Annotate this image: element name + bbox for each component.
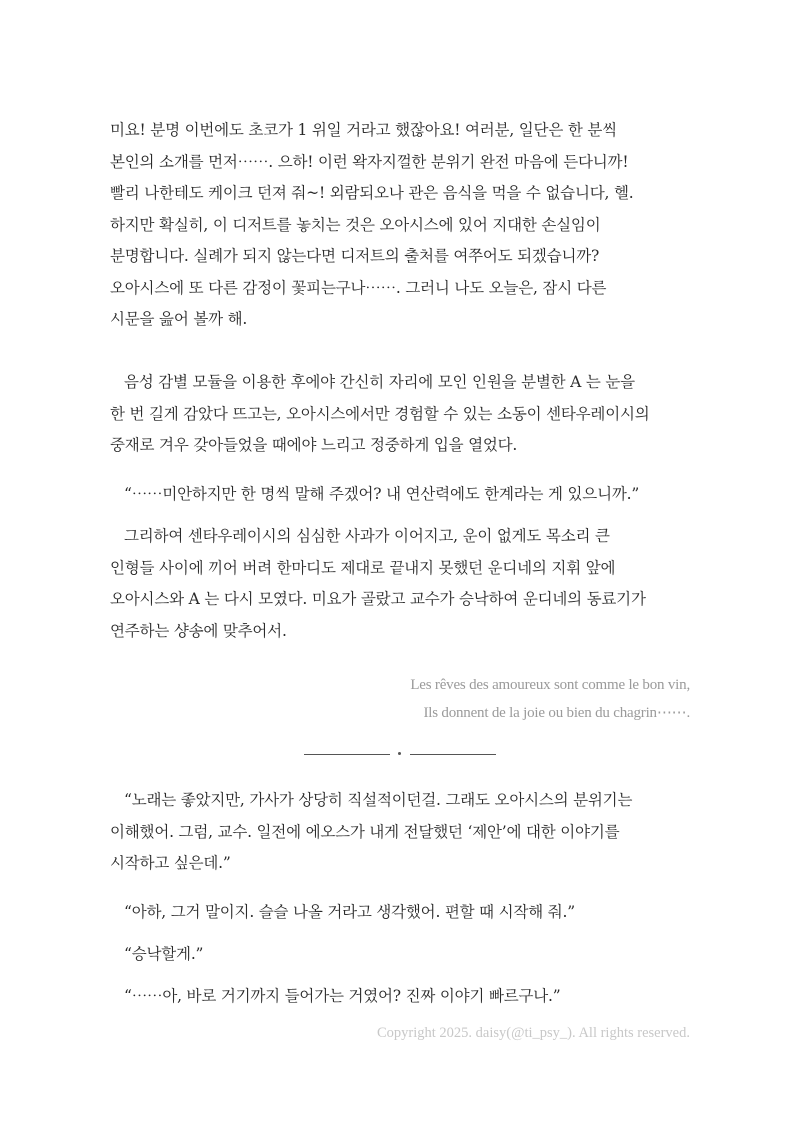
text-line: 시문을 읊어 볼까 해. [110, 310, 248, 328]
text-line: 오아시스와 A 는 다시 모였다. 미요가 골랐고 교수가 승낙하여 운디네의 동료기가 [110, 590, 646, 608]
paragraph-narration-1 [110, 367, 710, 462]
paragraph-chatter [110, 115, 710, 336]
text-line: “아하, 그거 말이지. 슬슬 나올 거라고 생각했어. 편할 때 시작해 줘.” [124, 903, 575, 921]
text-line: 오아시스에 또 다른 감정이 꽃피는구나⋯⋯. 그러니 나도 오늘은, 잠시 다른 [110, 278, 607, 297]
paragraph-dialogue [110, 785, 710, 880]
divider-rule-right [410, 754, 496, 755]
dialogue-quote [110, 981, 710, 1013]
text-line: 그리하여 센타우레이시의 심심한 사과가 이어지고, 운이 없게도 목소리 큰 [124, 527, 610, 545]
text-line: 한 번 길게 감았다 뜨고는, 오아시스에서만 경험할 수 있는 소동이 센타우레이시의 [110, 404, 650, 423]
paragraph-narration-2 [110, 521, 710, 647]
text-line: 빨리 나한테도 케이크 던져 줘~! 외람되오나 관은 음식을 먹을 수 없습니다, 헬. [110, 184, 634, 202]
text-line: 본인의 소개를 먼저⋯⋯. 으하! 이런 왁자지껄한 분위기 완전 마음에 든다니까! [110, 152, 629, 171]
song-verse [410, 671, 690, 727]
text-line: 연주하는 샹송에 맞추어서. [110, 621, 287, 640]
text-line: “⋯⋯아, 바로 거기까지 들어가는 거였어? 진짜 이야기 빠르구나.” [124, 987, 561, 1005]
text-line: “⋯⋯미안하지만 한 명씩 말해 주겠어? 내 연산력에도 한계라는 게 있으니까.” [124, 485, 640, 503]
text-line: 음성 감별 모듈을 이용한 후에야 간신히 자리에 모인 인원을 분별한 A 는 눈을 [124, 373, 635, 391]
text-line: 이해했어. 그럼, 교수. 일전에 에오스가 내게 전달했던 ‘제안’에 대한 이야기를 [110, 822, 620, 841]
verse-line: Les rêves des amoureux sont comme le bon vin, [410, 677, 690, 693]
text-line: 시작하고 싶은데.” [110, 854, 231, 872]
text-line: 중재로 겨우 갖아들었을 때에야 느리고 정중하게 입을 열었다. [110, 436, 518, 454]
section-divider [304, 748, 496, 762]
dialogue-quote [110, 897, 710, 929]
text-line: 미요! 분명 이번에도 초코가 1 위일 거라고 했잖아요! 여러분, 일단은 한 분씩 [110, 121, 617, 139]
text-line: 하지만 확실히, 이 디저트를 놓치는 것은 오아시스에 있어 지대한 손실임이 [110, 215, 601, 234]
copyright-footer: Copyright 2025. daisy(@ti_psy_). All rights reserved. [377, 1025, 690, 1041]
text-line: 인형들 사이에 끼어 버려 한마디도 제대로 끝내지 못했던 운디네의 지휘 앞에 [110, 558, 616, 577]
text-line: 분명합니다. 실례가 되지 않는다면 디저트의 출처를 여쭈어도 되겠습니까? [110, 247, 600, 265]
text-line: “승낙할게.” [124, 945, 204, 963]
dialogue-quote [110, 479, 710, 511]
verse-line: Ils donnent de la joie ou bien du chagrin⋯⋯. [423, 705, 690, 721]
text-line: “노래는 좋았지만, 가사가 상당히 직설적이던걸. 그래도 오아시스의 분위기는 [124, 791, 633, 809]
divider-rule-left [304, 754, 390, 755]
dialogue-quote [110, 939, 710, 971]
divider-dot [398, 752, 401, 755]
